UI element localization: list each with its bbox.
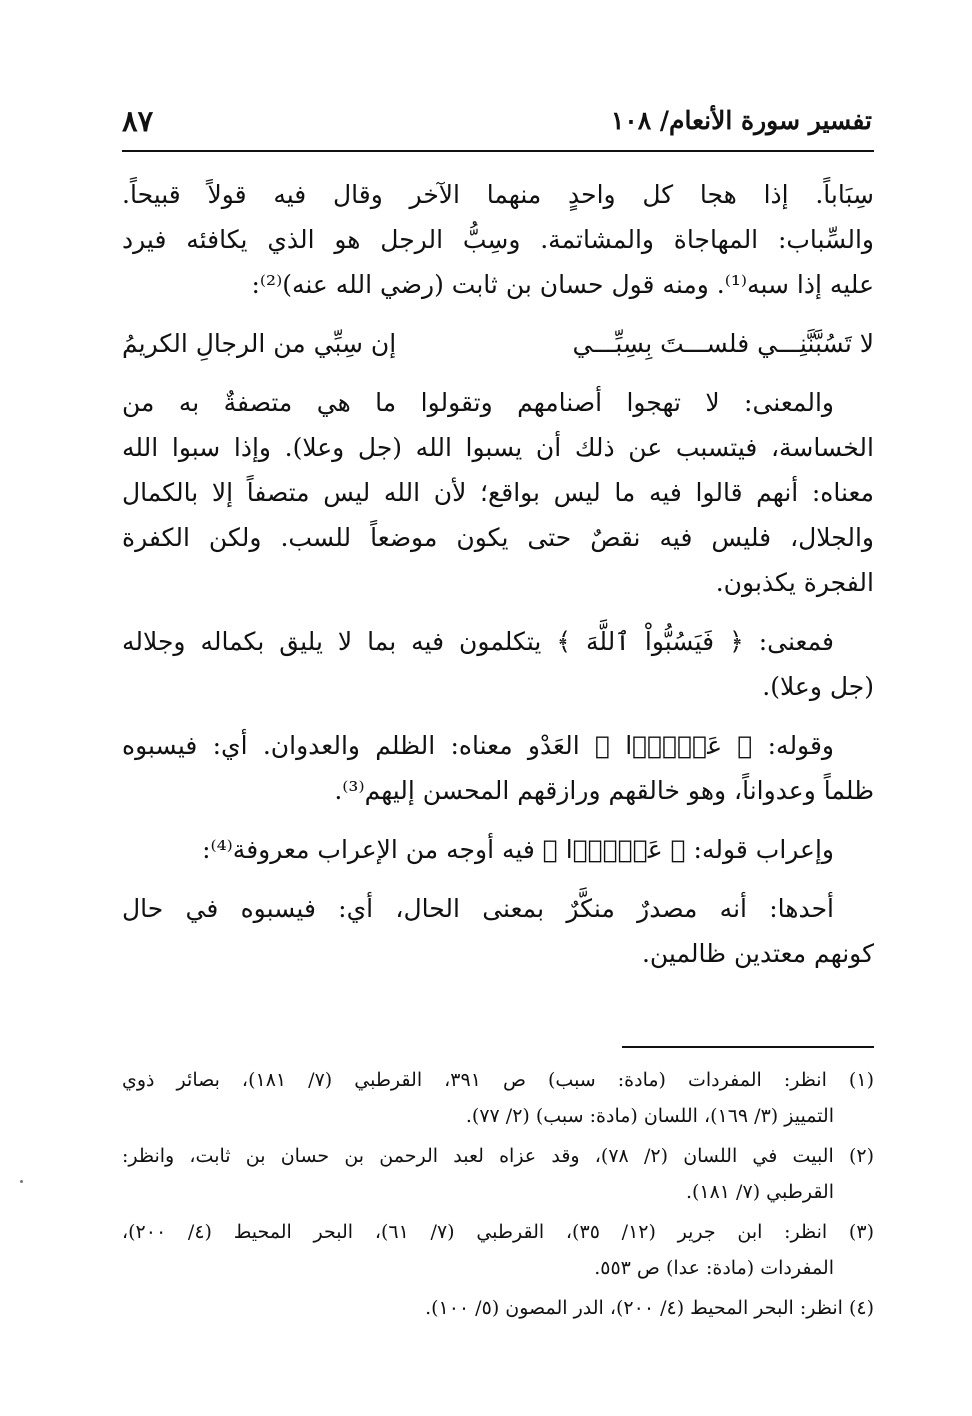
footnote-line: القرطبي (٧/ ١٨١). <box>685 1181 834 1203</box>
text-line: والمعنى: لا تهجوا أصنامهم وتقولوا ما هي متصفةٌ به من <box>122 388 834 417</box>
text-line: الفجرة يكذبون. <box>715 568 874 597</box>
text-line: الخساسة، فيتسبب عن ذلك أن يسبوا الله (جل وعلا). وإذا سبوا الله <box>122 433 874 462</box>
text-line: سِبَاباً. إذا هجا كل واحدٍ منهما الآخر وقال فيه قولاً قبيحاً. <box>122 180 874 209</box>
text-line: وإعراب قوله: ﴿ عَدۡوَۢا ﴾ فيه أوجه من الإعراب معروفة⁽⁴⁾: <box>202 835 834 864</box>
footnote-line: (٢) البيت في اللسان (٢/ ٧٨)، وقد عزاه لعبد الرحمن بن حسان بن ثابت، وانظر: <box>122 1145 874 1167</box>
footnotes <box>122 1062 874 1326</box>
text-line: فمعنى: ﴿ فَيَسُبُّواْ ٱللَّهَ ﴾ يتكلمون فيه بما لا يليق بكماله وجلاله <box>122 627 834 656</box>
footnote-line: (٣) انظر: ابن جرير (١٢/ ٣٥)، القرطبي (٧/ ٦١)، البحر المحيط (٤/ ٢٠٠)، <box>122 1221 874 1243</box>
running-header <box>122 96 872 148</box>
header-rule <box>122 150 874 152</box>
main-text <box>122 172 874 976</box>
text-line: أحدها: أنه مصدرٌ منكَّرٌ بمعنى الحال، أي: فيسبوه في حال <box>122 894 834 923</box>
text-line: (جل وعلا). <box>762 672 874 701</box>
text-line: والجلال، فليس فيه نقصٌ حتى يكون موضعاً للسب. ولكن الكفرة <box>122 523 874 552</box>
text-line: والسِّباب: المهاجاة والمشاتمة. وسِبُّ الرجل هو الذي يكافئه فيرد <box>122 225 874 254</box>
footnote-line: (٤) انظر: البحر المحيط (٤/ ٢٠٠)، الدر المصون (٥/ ١٠٠). <box>425 1297 874 1319</box>
text-line: كونهم معتدين ظالمين. <box>641 939 874 968</box>
page-number: ٨٧ <box>122 104 154 138</box>
footnote-line: التمييز (٣/ ١٦٩)، اللسان (مادة: سبب) (٢/ ٧٧). <box>465 1105 834 1127</box>
header-title: تفسير سورة الأنعام/ ١٠٨ <box>610 106 872 135</box>
text-line: ظلماً وعدواناً، وهو خالقهم ورازقهم المحسن إليهم⁽³⁾. <box>334 776 874 805</box>
text-line: عليه إذا سبه⁽¹⁾. ومنه قول حسان بن ثابت (رضي الله عنه)⁽²⁾: <box>251 270 874 299</box>
verse-first-hemistich: لا تَسُبَّنَّنِـــي فلســـتَ بِسِبِّـــي <box>572 329 874 358</box>
poetry-verse <box>122 321 874 366</box>
scan-speck <box>20 1180 23 1183</box>
text-line: وقوله: ﴿ عَدۡوَۢا ﴾ العَدْو معناه: الظلم والعدوان. أي: فيسبوه <box>122 731 834 760</box>
footnote-line: المفردات (مادة: عدا) ص ٥٥٣. <box>594 1257 834 1279</box>
footnote-rule <box>622 1046 874 1048</box>
footnote-line: (١) انظر: المفردات (مادة: سبب) ص ٣٩١، القرطبي (٧/ ١٨١)، بصائر ذوي <box>122 1069 874 1091</box>
verse-second-hemistich: إن سِبِّي من الرجالِ الكريمُ <box>122 329 397 358</box>
text-line: معناه: أنهم قالوا فيه ما ليس بواقع؛ لأن الله ليس متصفاً إلا بالكمال <box>122 478 874 507</box>
